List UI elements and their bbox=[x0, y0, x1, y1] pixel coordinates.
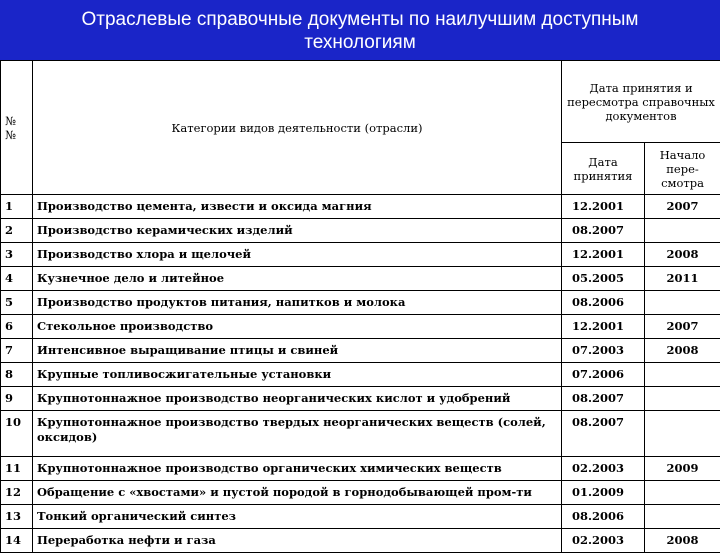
table-row bbox=[1, 411, 720, 457]
row-revision-start: 2008 bbox=[645, 339, 720, 363]
table-row bbox=[1, 267, 720, 291]
row-revision-start: 2007 bbox=[645, 195, 720, 219]
bat-documents-table bbox=[0, 60, 720, 553]
row-adoption-date: 08.2007 bbox=[562, 411, 645, 457]
row-number: 9 bbox=[1, 387, 33, 411]
row-number: 5 bbox=[1, 291, 33, 315]
row-number: 4 bbox=[1, 267, 33, 291]
row-category: Производство хлора и щелочей bbox=[33, 243, 562, 267]
row-adoption-date: 08.2006 bbox=[562, 505, 645, 529]
row-category: Производство керамических изделий bbox=[33, 219, 562, 243]
header-number: № № bbox=[1, 61, 33, 195]
row-adoption-date: 05.2005 bbox=[562, 267, 645, 291]
row-adoption-date: 07.2006 bbox=[562, 363, 645, 387]
row-adoption-date: 08.2007 bbox=[562, 387, 645, 411]
header-revision-start: Начало пере-смотра bbox=[645, 143, 720, 195]
row-number: 14 bbox=[1, 529, 33, 553]
row-revision-start bbox=[645, 219, 720, 243]
row-revision-start bbox=[645, 481, 720, 505]
row-number: 8 bbox=[1, 363, 33, 387]
row-number: 12 bbox=[1, 481, 33, 505]
row-number: 1 bbox=[1, 195, 33, 219]
header-adoption-date: Дата принятия bbox=[562, 143, 645, 195]
row-number: 11 bbox=[1, 457, 33, 481]
row-category: Крупнотоннажное производство органических химических веществ bbox=[33, 457, 562, 481]
row-number: 13 bbox=[1, 505, 33, 529]
row-revision-start bbox=[645, 291, 720, 315]
slide-title-line-1: Отраслевые справочные документы по наилучшим доступным bbox=[0, 8, 720, 31]
row-number: 6 bbox=[1, 315, 33, 339]
row-category: Стекольное производство bbox=[33, 315, 562, 339]
row-category: Переработка нефти и газа bbox=[33, 529, 562, 553]
header-dates-group: Дата принятия и пересмотра справочных документов bbox=[562, 61, 720, 143]
table-row bbox=[1, 481, 720, 505]
row-category: Производство продуктов питания, напитков и молока bbox=[33, 291, 562, 315]
row-adoption-date: 12.2001 bbox=[562, 315, 645, 339]
row-adoption-date: 08.2007 bbox=[562, 219, 645, 243]
table-row bbox=[1, 505, 720, 529]
row-category: Крупнотоннажное производство твердых неорганических веществ (солей, оксидов) bbox=[33, 411, 562, 457]
row-category: Крупные топливосжигательные установки bbox=[33, 363, 562, 387]
row-revision-start: 2011 bbox=[645, 267, 720, 291]
slide-title bbox=[0, 0, 720, 60]
row-number: 2 bbox=[1, 219, 33, 243]
row-number: 10 bbox=[1, 411, 33, 457]
table-row bbox=[1, 529, 720, 553]
table-row bbox=[1, 315, 720, 339]
row-revision-start bbox=[645, 387, 720, 411]
table-row bbox=[1, 363, 720, 387]
table-row bbox=[1, 219, 720, 243]
row-category: Интенсивное выращивание птицы и свиней bbox=[33, 339, 562, 363]
table-row bbox=[1, 457, 720, 481]
row-revision-start bbox=[645, 411, 720, 457]
row-adoption-date: 01.2009 bbox=[562, 481, 645, 505]
row-revision-start: 2008 bbox=[645, 243, 720, 267]
table-row bbox=[1, 291, 720, 315]
row-category: Крупнотоннажное производство неорганических кислот и удобрений bbox=[33, 387, 562, 411]
table-row bbox=[1, 339, 720, 363]
row-category: Тонкий органический синтез bbox=[33, 505, 562, 529]
row-number: 3 bbox=[1, 243, 33, 267]
table-row bbox=[1, 243, 720, 267]
row-revision-start: 2009 bbox=[645, 457, 720, 481]
row-adoption-date: 02.2003 bbox=[562, 457, 645, 481]
table-row bbox=[1, 195, 720, 219]
row-adoption-date: 12.2001 bbox=[562, 195, 645, 219]
slide-title-line-2: технологиям bbox=[0, 31, 720, 54]
row-revision-start: 2008 bbox=[645, 529, 720, 553]
row-category: Производство цемента, извести и оксида магния bbox=[33, 195, 562, 219]
row-revision-start: 2007 bbox=[645, 315, 720, 339]
row-number: 7 bbox=[1, 339, 33, 363]
row-adoption-date: 02.2003 bbox=[562, 529, 645, 553]
table-body bbox=[1, 195, 720, 553]
row-adoption-date: 12.2001 bbox=[562, 243, 645, 267]
row-category: Кузнечное дело и литейное bbox=[33, 267, 562, 291]
header-category: Категории видов деятельности (отрасли) bbox=[33, 61, 562, 195]
table-row bbox=[1, 387, 720, 411]
row-revision-start bbox=[645, 363, 720, 387]
row-revision-start bbox=[645, 505, 720, 529]
row-adoption-date: 07.2003 bbox=[562, 339, 645, 363]
row-adoption-date: 08.2006 bbox=[562, 291, 645, 315]
row-category: Обращение с «хвостами» и пустой породой в горнодобывающей пром-ти bbox=[33, 481, 562, 505]
